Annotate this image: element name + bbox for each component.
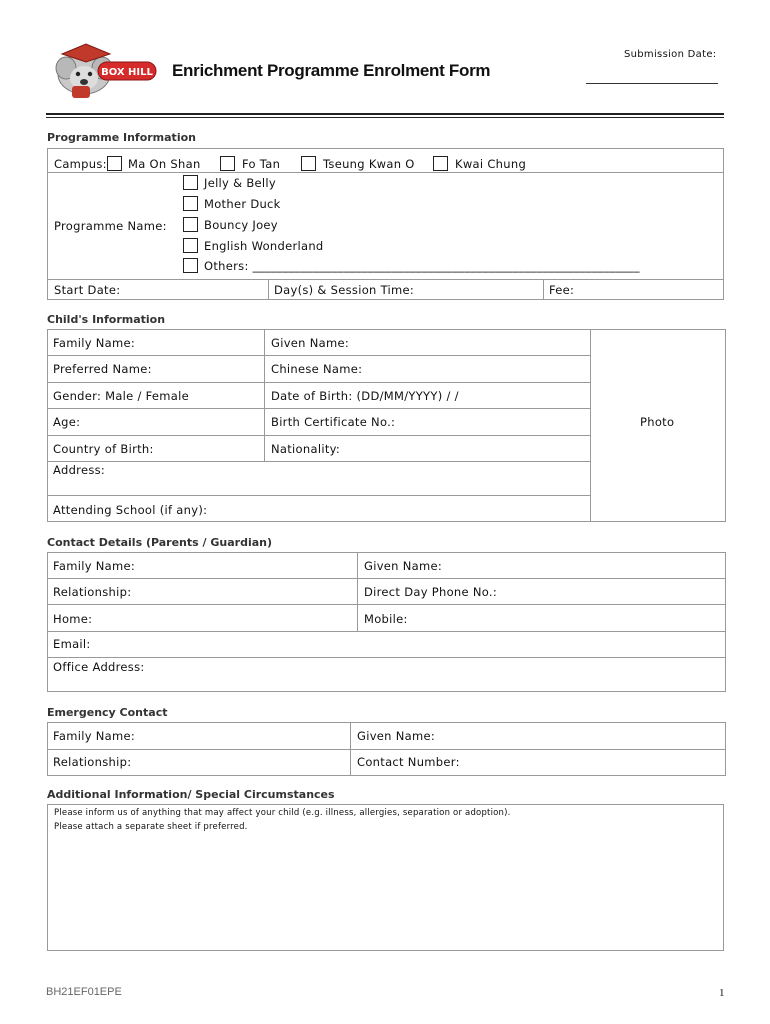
contact-mobile-field[interactable]: Mobile: [364,612,408,626]
form-code: BH21EF01EPE [46,986,122,998]
programme-checkbox-mother-duck[interactable] [183,196,198,211]
col-divider [264,329,265,461]
day-session-field[interactable]: Day(s) & Session Time: [274,283,415,297]
emergency-given-name-field[interactable]: Given Name: [357,729,436,743]
programme-name-label: Programme Name: [54,219,167,233]
contact-given-name-field[interactable]: Given Name: [364,559,443,573]
contact-family-name-field[interactable]: Family Name: [53,559,136,573]
additional-info-instruction: Please inform us of anything that may affect your child (e.g. illness, allergies, separation or adoption). [54,808,511,818]
campus-checkbox-kwai-chung[interactable] [433,156,448,171]
col-divider [268,279,269,300]
start-date-field[interactable]: Start Date: [54,283,121,297]
child-birth-cert-field[interactable]: Birth Certificate No.: [271,415,396,429]
section-title-programme: Programme Information [47,131,196,144]
child-gender-field[interactable]: Gender: Male / Female [53,389,190,403]
fee-field[interactable]: Fee: [549,283,575,297]
child-age-field[interactable]: Age: [53,415,81,429]
row-divider [47,435,590,436]
section-title-emergency: Emergency Contact [47,706,168,719]
emergency-relationship-field[interactable]: Relationship: [53,755,132,769]
photo-box[interactable]: Photo [640,415,675,429]
submission-date-field[interactable] [586,83,718,84]
emergency-contact-number-field[interactable]: Contact Number: [357,755,460,769]
row-divider [47,408,590,409]
row-divider [47,578,726,579]
contact-day-phone-field[interactable]: Direct Day Phone No.: [364,585,497,599]
col-divider [543,279,544,300]
submission-date-label: Submission Date: [624,49,717,60]
campus-label: Campus: [54,157,107,171]
campus-checkbox-fo-tan[interactable] [220,156,235,171]
additional-info-instruction: Please attach a separate sheet if preferred. [54,822,248,832]
contact-home-field[interactable]: Home: [53,612,93,626]
campus-option-label: Tseung Kwan O [323,157,415,171]
programme-others-field[interactable]: Others: ________________________________________________________________ [204,259,640,273]
row-divider [47,657,726,658]
emergency-family-name-field[interactable]: Family Name: [53,729,136,743]
row-divider [47,382,590,383]
child-family-name-field[interactable]: Family Name: [53,336,136,350]
campus-checkbox-tseung-kwan-o[interactable] [301,156,316,171]
contact-office-address-field[interactable]: Office Address: [53,660,145,674]
programme-checkbox-others[interactable] [183,258,198,273]
row-divider [47,749,726,750]
child-address-field[interactable]: Address: [53,463,106,477]
logo-text: BOX HILL [101,67,153,78]
child-nationality-field[interactable]: Nationality: [271,442,341,456]
contact-email-field[interactable]: Email: [53,637,91,651]
campus-option-label: Ma On Shan [128,157,201,171]
campus-option-label: Kwai Chung [455,157,527,171]
child-preferred-name-field[interactable]: Preferred Name: [53,362,152,376]
campus-option-label: Fo Tan [242,157,281,171]
programme-option-label: Jelly & Belly [204,176,277,190]
row-divider [47,604,726,605]
header-divider-thin [46,117,724,118]
row-divider [47,355,590,356]
row-divider [47,495,590,496]
programme-checkbox-bouncy-joey[interactable] [183,217,198,232]
row-divider [47,461,590,462]
page-number: 1 [719,987,725,999]
child-country-of-birth-field[interactable]: Country of Birth: [53,442,154,456]
section-title-contact: Contact Details (Parents / Guardian) [47,536,272,549]
box-hill-logo [52,42,160,102]
section-title-child: Child's Information [47,313,166,326]
col-divider [357,552,358,631]
campus-checkbox-ma-on-shan[interactable] [107,156,122,171]
row-divider [47,279,724,280]
col-divider [590,329,591,522]
child-chinese-name-field[interactable]: Chinese Name: [271,362,363,376]
row-divider [47,172,724,173]
child-school-field[interactable]: Attending School (if any): [53,503,208,517]
child-given-name-field[interactable]: Given Name: [271,336,350,350]
contact-relationship-field[interactable]: Relationship: [53,585,132,599]
row-divider [47,631,726,632]
header-divider [46,113,724,115]
child-dob-field[interactable]: Date of Birth: (DD/MM/YYYY) / / [271,389,459,403]
programme-option-label: Mother Duck [204,197,281,211]
programme-option-label: Bouncy Joey [204,218,278,232]
programme-checkbox-english-wonderland[interactable] [183,238,198,253]
programme-option-label: English Wonderland [204,239,324,253]
form-title: Enrichment Programme Enrolment Form [172,61,491,80]
section-title-additional: Additional Information/ Special Circumstances [47,788,335,801]
programme-checkbox-jelly-belly[interactable] [183,175,198,190]
